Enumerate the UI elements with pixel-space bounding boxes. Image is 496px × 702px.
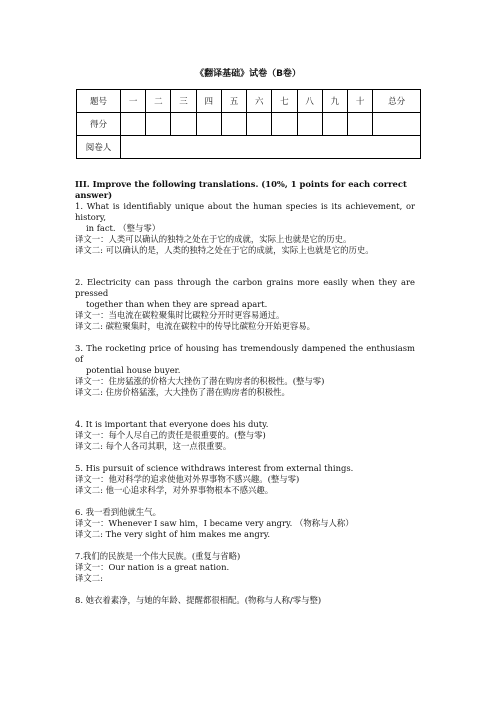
header-label-cell: 题号 — [77, 90, 121, 113]
score-cell[interactable] — [297, 113, 322, 136]
exam-title: 《翻译基础》试卷（B卷） — [195, 69, 301, 79]
column-cell: 总分 — [373, 90, 421, 113]
score-cell[interactable] — [146, 113, 171, 136]
question-3-source-cont: potential house buyer. — [86, 365, 181, 375]
column-cell: 九 — [322, 90, 347, 113]
score-cell[interactable] — [247, 113, 272, 136]
score-cell[interactable] — [196, 113, 221, 136]
table-row — [77, 136, 421, 159]
question-3-translation-a: 译文一：住房猛涨的价格大大挫伤了潜在购房者的积极性。(整与零) — [75, 376, 325, 386]
score-cell[interactable] — [322, 113, 347, 136]
table-row — [77, 90, 421, 113]
question-2-translation-a: 译文一：当电流在碳粒聚集时比碳粒分开时更容易通过。 — [75, 310, 285, 320]
question-6-source: 6. 我一看到他就生气。 — [75, 507, 162, 517]
column-cell: 七 — [272, 90, 297, 113]
question-5-translation-a: 译文一：他对科学的追求使他对外界事物不感兴趣。(整与零) — [75, 474, 300, 484]
column-cell: 三 — [171, 90, 196, 113]
question-1-source-cont: in fact. （整与零） — [86, 223, 161, 233]
grader-cell[interactable] — [121, 136, 421, 159]
score-table — [76, 89, 421, 159]
question-1-translation-b: 译文二: 可以确认的是，人类的独特之处在于它的成就，实际上也就是它的历史。 — [75, 245, 374, 255]
column-cell: 六 — [247, 90, 272, 113]
question-6-translation-a: 译文一：Whenever I saw him，I became very angry. （物称与人称） — [75, 518, 354, 528]
question-1-translation-a: 译文一：人类可以确认的独特之处在于它的成就，实际上也就是它的历史。 — [75, 234, 352, 244]
column-cell: 一 — [121, 90, 146, 113]
score-cell[interactable] — [171, 113, 196, 136]
question-7-source: 7.我们的民族是一个伟大民族。(重复与省略) — [75, 551, 241, 561]
score-cell[interactable] — [373, 113, 421, 136]
question-5-translation-b: 译文二: 他一心追求科学，对外界事物根本不感兴趣。 — [75, 485, 274, 495]
question-1-source: 1. What is identifiably unique about the human species is its achievement, or history, — [75, 201, 415, 222]
table-row — [77, 113, 421, 136]
question-2-source: 2. Electricity can pass through the carbon grains more easily when they are pressed — [75, 277, 415, 298]
question-3-translation-b: 译文二: 住房价格猛涨，大大挫伤了潜在购房者的积极性。 — [75, 387, 290, 397]
question-2-source-cont: together than when they are spread apart. — [86, 299, 268, 309]
column-cell: 四 — [196, 90, 221, 113]
column-cell: 二 — [146, 90, 171, 113]
grader-label-cell: 阅卷人 — [77, 136, 121, 159]
score-cell[interactable] — [121, 113, 146, 136]
column-cell: 五 — [221, 90, 246, 113]
score-cell[interactable] — [221, 113, 246, 136]
question-7-translation-a: 译文一：Our nation is a great nation. — [75, 562, 230, 572]
question-3-source: 3. The rocketing price of housing has tremendously dampened the enthusiasm of — [75, 343, 415, 364]
section-heading: III. Improve the following translations. (10%, 1 points for each correct answer) — [75, 179, 407, 200]
question-4-translation-a: 译文一：每个人尽自己的责任是很重要的。(整与零) — [75, 430, 266, 440]
question-7-translation-b: 译文二: — [75, 573, 103, 583]
question-4-source: 4. It is important that everyone does his duty. — [75, 419, 269, 429]
score-cell[interactable] — [347, 113, 372, 136]
questions-section — [75, 179, 415, 606]
score-label-cell: 得分 — [77, 113, 121, 136]
question-6-translation-b: 译文二: The very sight of him makes me angry. — [75, 529, 271, 539]
question-8-source: 8. 她衣着素净，与她的年龄、提醒都很相配。(物称与人称/零与整) — [75, 595, 322, 605]
score-cell[interactable] — [272, 113, 297, 136]
question-5-source: 5. His pursuit of science withdraws interest from external things. — [75, 463, 354, 473]
question-2-translation-b: 译文二: 碳粒聚集时，电流在碳粒中的传导比碳粒分开始更容易。 — [75, 321, 315, 331]
question-4-translation-b: 译文二: 每个人各司其职，这一点很重要。 — [75, 441, 232, 451]
column-cell: 八 — [297, 90, 322, 113]
column-cell: 十 — [347, 90, 372, 113]
